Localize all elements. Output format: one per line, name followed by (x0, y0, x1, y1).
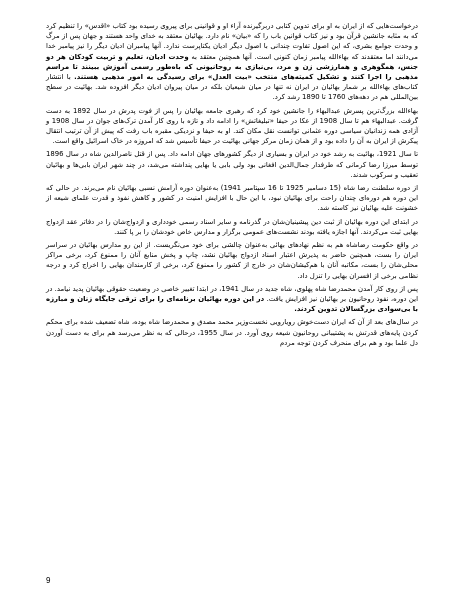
paragraph-5 (46, 217, 418, 237)
paragraph-6-text: در واقع حکومت رضاشاه هم به نظم نهادهای بهائی به‌عنوان چالشی برای خود می‌نگریست. از این رو مدارس بهائیان در سراسر ایران را بست، همچنین حاضر به پذیرش اعتبار اسناد ازدواج بهائیان نشد، چاپ و پخش منابع آنان را ممنوع کرد، برخی مراکز محلی‌شان را بست، مکاتبه آنان با هم‌کیشان‌شان در خارج از کشور را ممنوع کرد، برخی از کارمندان بهایی را اخراج کرد و درجه نظامی برخی از افسران بهایی را تنزل داد. (46, 241, 418, 280)
paragraph-2 (46, 106, 418, 147)
paragraph-4-text: از دوره سلطنت رضا شاه (15 دسامبر 1925 تا 16 سپتامبر 1941) به‌عنوان دوره آرامش نسبی بهائیان نام می‌برند. در حالی که این دوره هم دوره‌ای چندان راحت برای بهائیان نبود، با این حال با افزایش امنیت در کشور و کاهش نفوذ و قدرت علمای شیعه از خشونت علیه بهائیان نیز کاسته شد. (46, 184, 418, 213)
document-body (46, 21, 418, 351)
paragraph-6 (46, 240, 418, 281)
paragraph-1 (46, 21, 418, 103)
paragraph-8-text: در سال‌های بعد از آن که ایران دست‌خوش رویارویی نخست‌وزیر محمد مصدق و محمدرضا شاه بوده، شاه تضعیف شده برای محکم کردن پایه‌های قدرتش به پشتیبانی روحانیون شیعه روی آورد. در سال 1955، درحالی که به نظر می‌رسد هم برای به دست آوردن دل علما بود و هم برای منحرف کردن توجه مردم (46, 318, 418, 347)
paragraph-2-text: بهاءالله بزرگ‌ترین پسرش عبدالبهاء را جانشین خود کرد که رهبری جامعه بهائیان را پس از فوت پدرش در سال 1892 به دست گرفت. عبدالبهاء هم تا سال 1908 از عکا در حیفا «تبلیغاتش» را ادامه داد و تازه با روی کار آمدن ترک‌های جوان در سال 1908 و آزادی همه زندانیان سیاسی دوره عثمانی توانست نقل مکان کند. او به حیفا و نزدیکی مقبره باب رفت که پیش از آن ترتیب انتقال پیکرش از ایران به آن را داده بود و از همان زمان مرکز جهانی بهائیت در حیفا تأسیس شد که امروزه در خاک اسرائیل واقع است. (46, 106, 418, 146)
paragraph-1-text-end: با انتشار کتاب‌های بهاءالله بر شمار بهائیان در ایران نه تنها در میان شیعیان بلکه در میان پیروان ادیان دیگر افزوده شد. بهائیت در سطح بین‌المللی هم در دهه‌های 1760 تا 1890 رشد کرد. (46, 73, 418, 102)
page-number: 9 (46, 576, 51, 585)
paragraph-4 (46, 183, 418, 214)
paragraph-1-text: درخواست‌هایی که از ایران به او برای تدوین کتابی دربرگیرنده آراء او و قوانینی برای پیروی رسیده بود کتاب «اقدس» را تنظیم کرد که به مثابه جانشین قرآن بود و نیز کتاب قوانین باب را که «بیان» نام دارد. بهائیان معتقد به خدای واحد هستند و جهان پس از مرگ و وحدت جوامع بشری، که این اصول تفاوت چندانی با اصول دیگر ادیان یکتاپرست ندارد. آنها پیامبران ادیان دیگر را نیز پیامبر خدا می‌دانند اما معتقدند که بهاءالله پیامبر زمان کنونی است. آنها همچنین معتقد به (46, 22, 418, 61)
paragraph-5-text: در ابتدای این دوره بهائیان از ثبت دین پیشینیان‌شان در گذرنامه و سایر اسناد رسمی خودداری و ازدواج‌شان را در دفاتر عقد ازدواج بهایی ثبت می‌کردند. آنها اجازه یافته بودند نشست‌های عمومی برگزار و مدارس خاص خودشان را بر پا کنند. (46, 217, 418, 236)
paragraph-3 (46, 149, 418, 180)
paragraph-7-text: پس از روی کار آمدن محمدرضا شاه پهلوی، شاه جدید در سال 1941، در ابتدا تغییر خاصی در وضعیت حقوقی بهائیان پدید نیامد. در این دوره، نفوذ روحانیون بر بهائیان نیز افزایش یافت. (46, 284, 418, 304)
paragraph-1-bold-text: وحدت ادیان، تعلیم و تربیت کودکان هر دو جنس، همگوهری و همارزشی زن و مرد، بی‌نیازی به روحانیونی که باه‌طور رسمی آموزش ببینند تا مراسم مذهبی را اجرا کنند و تشکیل کمیته‌های منتخب «بیت العدل» برای رسیدگی به امور مذهبی هستند. (46, 52, 418, 82)
paragraph-7-bold-text: در این دوره بهائیان برنامه‌ای را برای ترقی جایگاه زنان و مبارزه با بی‌سوادی بزرگسالان تدوین کردند. (46, 295, 418, 314)
paragraph-8 (46, 317, 418, 348)
paragraph-7 (46, 284, 418, 315)
paragraph-3-text: تا سال 1921، بهائیت به رشد خود در ایران و بسیاری از دیگر کشورهای جهان ادامه داد. پس از قتل ناصرالدین شاه در سال 1896 توسط میرزا رضا کرمانی که طرفدار جمال‌الدین افغانی بود ولی بابی یا بهایی پنداشته می‌شد، در چند شهر ایران بابی‌ها و بهائیان تعقیب و سرکوب شدند. (46, 150, 418, 179)
